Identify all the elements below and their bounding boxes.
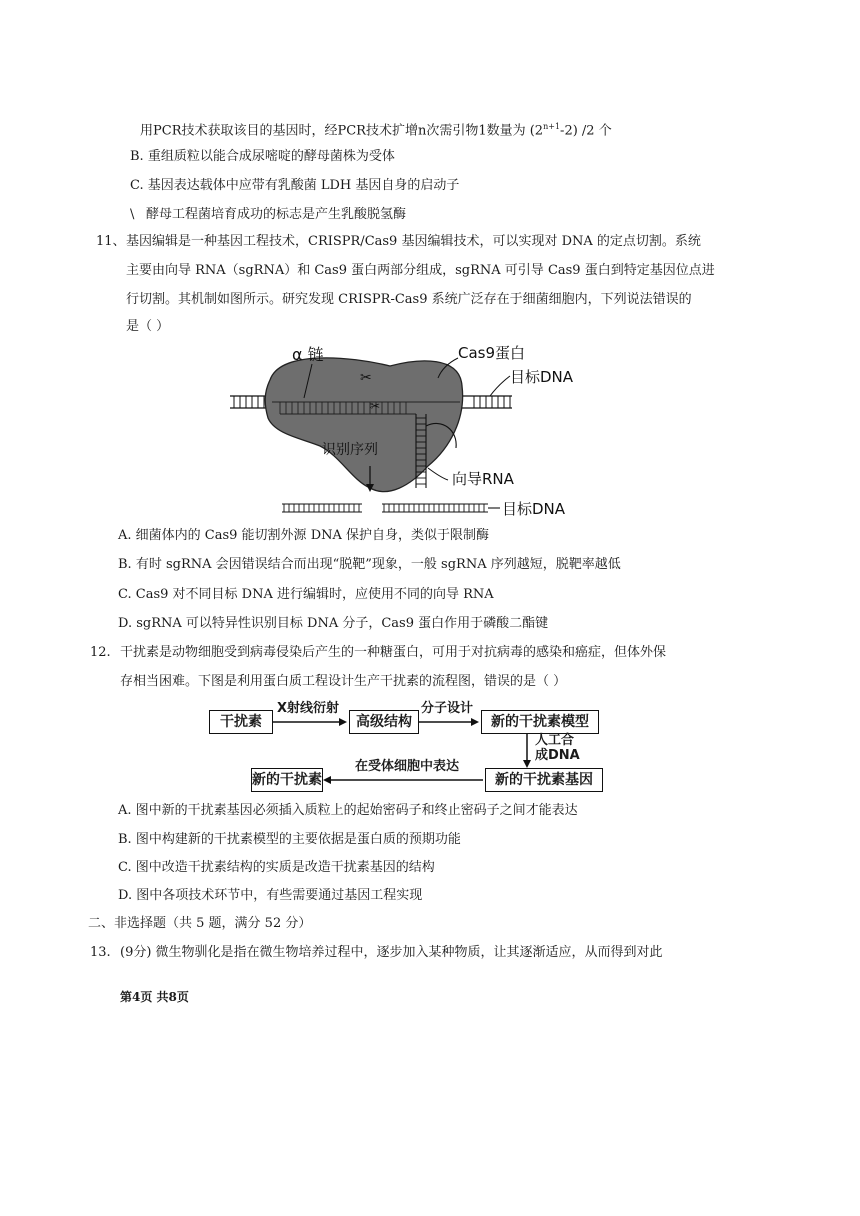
q11-line-2: 主要由向导 RNA（sgRNA）和 Cas9 蛋白两部分组成，sgRNA 可引导 Cas9 蛋白到特定基因位点进 bbox=[126, 263, 715, 278]
target-dna-bottom-right bbox=[382, 504, 500, 512]
page-footer: 第4页 共8页 bbox=[120, 990, 189, 1004]
bottom-dna-rungs bbox=[284, 504, 484, 512]
section-heading: 二、非选择题（共 5 题，满分 52 分） bbox=[88, 916, 312, 931]
q10-option-b: B. 重组质粒以能合成尿嘧啶的酵母菌株为受体 bbox=[130, 149, 395, 164]
q12-option-d: D. 图中各项技术环节中，有些需要通过基因工程实现 bbox=[118, 888, 423, 903]
q10-option-d-text: 酵母工程菌培育成功的标志是产生乳酸脱氢酶 bbox=[146, 207, 407, 222]
flow-arrow-design-label: 分子设计 bbox=[421, 701, 474, 716]
q10-option-c: C. 基因表达载体中应带有乳酸菌 LDH 基因自身的启动子 bbox=[130, 178, 460, 193]
target-dna-top-pointer bbox=[490, 376, 510, 396]
cas9-label: Cas9蛋白 bbox=[458, 344, 526, 362]
q10-stem-line bbox=[140, 118, 612, 140]
q10-stem-pre: 用PCR技术获取该目的基因时，经PCR技术扩增n次需引物1数量为 (2 bbox=[140, 123, 544, 139]
q11-option-c: C. Cas9 对不同目标 DNA 进行编辑时，应使用不同的向导 RNA bbox=[118, 587, 494, 602]
q12-option-b: B. 图中构建新的干扰素模型的主要依据是蛋白质的预期功能 bbox=[118, 832, 461, 847]
q11-number: 11、 bbox=[96, 234, 126, 249]
recognition-sequence-label: 识别序列 bbox=[322, 442, 378, 458]
q11-line-4: 是（ ） bbox=[126, 319, 170, 334]
alpha-chain-label: α 链 bbox=[292, 345, 324, 364]
q11-option-b: B. 有时 sgRNA 会因错误结合而出现“脱靶”现象，一般 sgRNA 序列越短，脱靶率越低 bbox=[118, 557, 621, 572]
crispr-diagram bbox=[220, 338, 600, 528]
q11-line-3: 行切割。其机制如图所示。研究发现 CRISPR-Cas9 系统广泛存在于细菌细胞内，下列说法错误的 bbox=[126, 292, 692, 307]
q13-line-1: (9分) 微生物驯化是指在微生物培养过程中，逐步加入某种物质，让其逐渐适应，从而得到对此 bbox=[120, 945, 663, 960]
q12-line-1: 干扰素是动物细胞受到病毒侵染后产生的一种糖蛋白，可用于对抗病毒的感染和癌症，但体外保 bbox=[120, 645, 667, 660]
q10-option-d-mark: \ bbox=[130, 207, 135, 222]
flow-box-new-interferon: 新的干扰素 bbox=[251, 768, 323, 792]
q12-option-a: A. 图中新的干扰素基因必须插入质粒上的起始密码子和终止密码子之间才能表达 bbox=[118, 803, 578, 818]
guide-rna-pointer bbox=[428, 468, 448, 480]
flow-arrow-synth-label-1: 人工合 bbox=[535, 733, 575, 748]
flow-box-interferon: 干扰素 bbox=[209, 710, 273, 734]
flow-chart bbox=[205, 700, 625, 796]
q11-line-1: 基因编辑是一种基因工程技术，CRISPR/Cas9 基因编辑技术，可以实现对 DNA 的定点切割。系统 bbox=[126, 234, 701, 249]
flow-box-new-model: 新的干扰素模型 bbox=[481, 710, 599, 734]
q10-option-d bbox=[130, 206, 406, 224]
scissors-icon: ✂ bbox=[370, 399, 381, 413]
flow-arrow-xray-label: X射线衍射 bbox=[277, 701, 340, 716]
guide-rna-label: 向导RNA bbox=[452, 470, 514, 488]
q11-option-a: A. 细菌体内的 Cas9 能切割外源 DNA 保护自身，类似于限制酶 bbox=[118, 528, 490, 543]
target-dna-top-label: 目标DNA bbox=[510, 368, 574, 386]
q10-stem-post: -2) /2 个 bbox=[560, 123, 612, 139]
q12-number: 12. bbox=[90, 645, 111, 660]
target-dna-bottom-label: 目标DNA bbox=[502, 500, 566, 518]
flow-arrow-synth-label-2: 成DNA bbox=[535, 748, 580, 763]
q12-line-2: 存相当困难。下图是利用蛋白质工程设计生产干扰素的流程图，错误的是（ ） bbox=[120, 674, 567, 689]
q12-option-c: C. 图中改造干扰素结构的实质是改造干扰素基因的结构 bbox=[118, 860, 435, 875]
q10-stem-sup: n+1 bbox=[543, 122, 561, 131]
q13-number: 13. bbox=[90, 945, 111, 960]
flow-arrow-express-label: 在受体细胞中表达 bbox=[355, 759, 460, 774]
q11-option-d: D. sgRNA 可以特异性识别目标 DNA 分子，Cas9 蛋白作用于磷酸二酯键 bbox=[118, 616, 549, 631]
flow-box-structure: 高级结构 bbox=[349, 710, 419, 734]
scissors-icon: ✂ bbox=[360, 370, 372, 386]
flow-box-new-gene: 新的干扰素基因 bbox=[485, 768, 603, 792]
